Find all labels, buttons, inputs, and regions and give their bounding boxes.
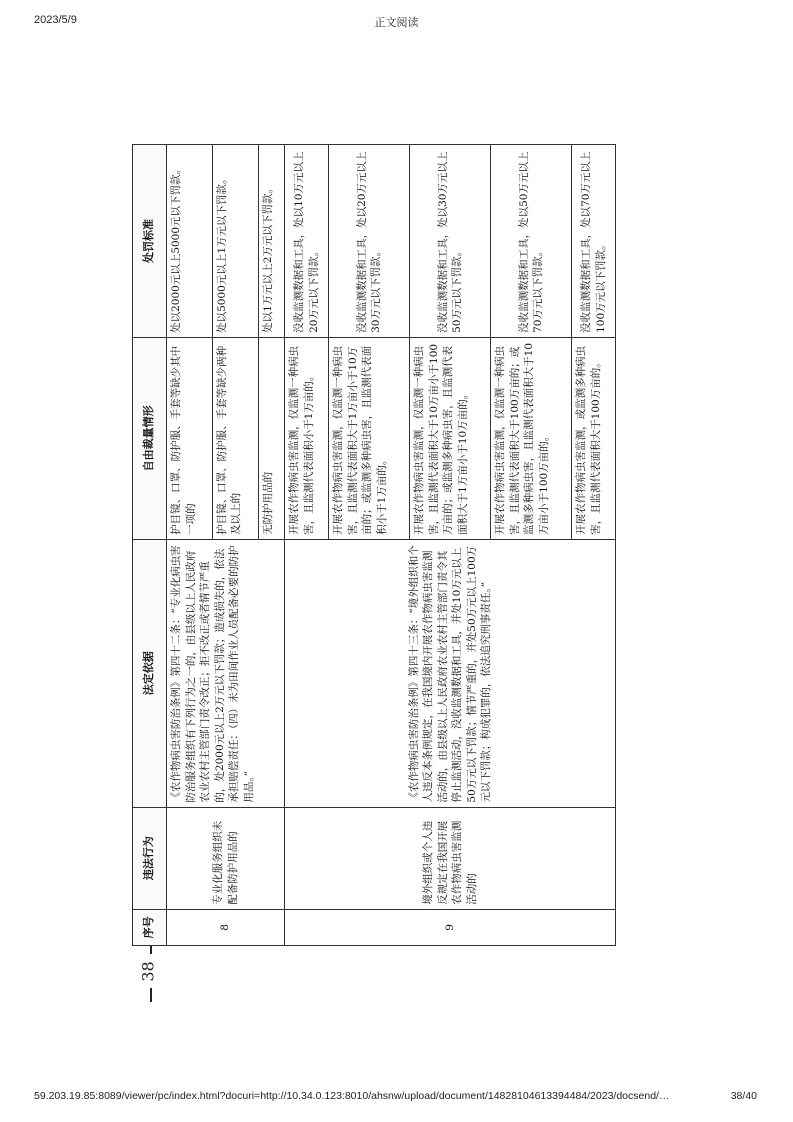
table-row (167, 145, 213, 946)
browser-print-date: 2023/5/9 (34, 14, 77, 26)
row-9-situation-5: 开展农作物病虫害监测，或监测多种病虫害，且监测代表面积大于100万亩的。 (572, 337, 616, 539)
col-header-penalty: 处罚标准 (133, 145, 167, 338)
row-8-basis: 《农作物病虫害防治条例》第四十二条：“专业化病虫害防治服务组织有下列行为之一的，由县级以上人民政府农业农村主管部门责令改正；拒不改正或者情节严重的，处2000元以上2万元以下罚款；造成损失的，依法承担赔偿责任：（四）未为田间作业人员配备必要的防护用品。” (167, 539, 285, 807)
row-9-situation-4: 开展农作物病虫害监测，仅监测一种病虫害，且监测代表面积大于100万亩的；或监测多种病虫害，且监测代表面积大于10万亩小于100万亩的。 (491, 337, 572, 539)
row-9-no: 9 (285, 909, 616, 945)
row-8-situation-2: 护目镜、口罩、防护服、手套等缺少两种及以上的 (212, 337, 258, 539)
row-8-penalty-1: 处以2000元以上5000元以下罚款。 (167, 145, 213, 338)
row-9-basis: 《农作物病虫害防治条例》第四十三条：“境外组织和个人违反本条例规定，在我国境内开展农作物病虫害监测活动的，由县级以上人民政府农业农村主管部门责令其停止监测活动，没收监测数据和工具，并处10万元以上50万元以下罚款；情节严重的，并处50万元以上100万元以下罚款；构成犯罪的，依法追究刑事责任。” (285, 539, 616, 807)
row-9-penalty-4: 没收监测数据和工具，处以50万元以上70万元以下罚款。 (491, 145, 572, 338)
table-row (285, 145, 329, 946)
row-8-situation-1: 护目镜、口罩、防护服、手套等缺少其中一项的 (167, 337, 213, 539)
row-9-penalty-3: 没收监测数据和工具，处以30万元以上50万元以下罚款。 (410, 145, 491, 338)
rotated-table (132, 144, 616, 946)
row-9-situation-3: 开展农作物病虫害监测，仅监测一种病虫害，且监测代表面积大于10万亩小于100万亩的；或监测多种病虫害，且监测代表面积大于1万亩小于10万亩的。 (410, 337, 491, 539)
row-9-situation-1: 开展农作物病虫害监测，仅监测一种病虫害，且监测代表面积小于1万亩的。 (285, 337, 329, 539)
col-header-basis: 法定依据 (133, 539, 167, 807)
col-header-situation: 自由裁量情形 (133, 337, 167, 539)
browser-print-title: 正文阅读 (374, 17, 419, 29)
penalty-table (132, 144, 616, 946)
row-9-penalty-2: 没收监测数据和工具，处以20万元以上30万元以下罚款。 (329, 145, 410, 338)
row-9-situation-2: 开展农作物病虫害监测，仅监测一种病虫害，且监测代表面积大于1万亩小于10万亩的；或监测多种病虫害，且监测代表面积小于1万亩的。 (329, 337, 410, 539)
col-header-violation: 违法行为 (133, 807, 167, 909)
browser-print-page-count: 38/40 (730, 1090, 757, 1102)
col-header-no: 序号 (133, 909, 167, 945)
row-9-penalty-5: 没收监测数据和工具，处以70万元以上100万元以下罚款。 (572, 145, 616, 338)
browser-print-url: 59.203.19.85:8089/viewer/pc/index.html?docuri=http://10.34.0.123:8010/ahsnw/upload/document/14828104613394484/2023/docsend/… (34, 1090, 670, 1102)
row-8-situation-3: 无防护用品的 (258, 337, 284, 539)
row-8-penalty-3: 处以1万元以上2万元以下罚款。 (258, 145, 284, 338)
row-9-violation: 境外组织或个人违反规定在我国开展农作物病虫害监测活动的 (285, 807, 616, 909)
row-8-violation: 专业化服务组织未配备防护用品的 (167, 807, 285, 909)
row-9-penalty-1: 没收监测数据和工具，处以10万元以上20万元以下罚款。 (285, 145, 329, 338)
row-8-no: 8 (167, 909, 285, 945)
page-number: 38 (138, 961, 158, 982)
table-header-row (133, 145, 167, 946)
row-8-penalty-2: 处以5000元以上1万元以下罚款。 (212, 145, 258, 338)
